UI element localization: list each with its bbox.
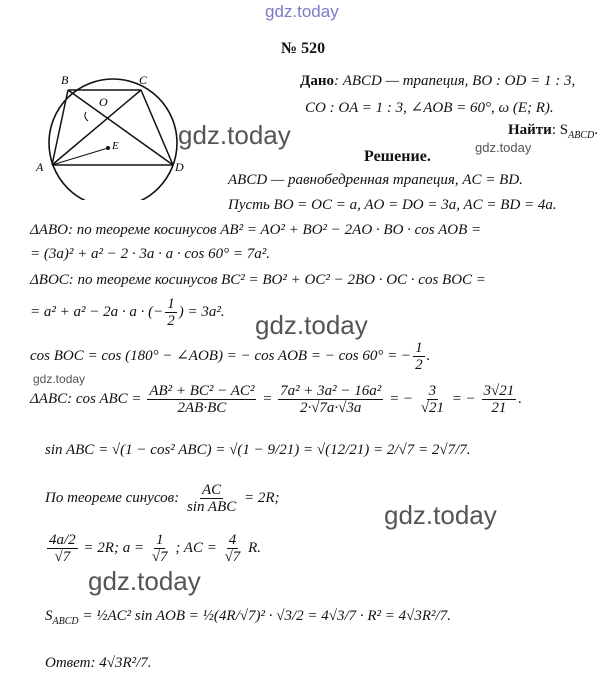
half-fraction [413,340,425,373]
find-value: : S [551,122,569,138]
minus-half-fraction [165,296,177,329]
solution-line-10 [45,482,280,515]
cos-num-3: 3 [428,383,437,399]
area-s: S [45,608,53,624]
watermark-top: gdz.today [265,2,339,21]
solution-line-1: ABCD — равнобедренная трапеция, AC = BD. [228,172,523,188]
find-end: . [594,122,598,138]
label-b: B [61,73,69,87]
minus-half-den: 2 [167,313,175,329]
watermark-1: gdz.today [178,120,291,150]
r-den: √7 [54,549,71,565]
watermark-small-2: gdz.today [33,372,86,386]
solution-line-4: = (3a)² + a² − 2 · 3a · a · cos 60° = 7a². [30,246,270,262]
watermark-4: gdz.today [88,566,201,596]
area-formula: = ½AC² sin AOB = ½(4R/√7)² · √3/2 = 4√3/7 · R² = 4√3R²/7. [78,608,451,624]
watermark-small-1: gdz.today [475,140,532,155]
r-num: 4a/2 [49,532,76,548]
answer-label: Ответ: [45,655,96,671]
label-a: A [36,160,44,174]
ac-fraction [223,532,243,565]
cos-den-1: 2AB·BC [177,400,227,416]
line6-text-a: = a² + a² − 2a · a · [30,303,149,320]
given-text-1: : ABCD — трапеция, BO : OD = 1 : 3, [333,73,576,89]
cos-num-2: 7a² + 3a² − 16a² [280,383,382,399]
a-den: √7 [151,549,168,565]
problem-number: № 520 [281,40,326,57]
line8-text: ΔABC: cos ABC = [30,390,142,407]
solution-line-11 [45,532,261,565]
find-sub: ABCD [568,130,595,141]
watermark-2: gdz.today [255,310,368,340]
line11-text-b: = 2R; a = [83,539,145,556]
line6-text-b: = 3a². [183,303,225,320]
cos-fraction-3 [419,383,446,416]
watermark-3: gdz.today [384,500,497,530]
angle-mark-aob [85,112,88,121]
cos-num-4: 3√21 [483,383,515,399]
solution-line-2: Пусть BO = OC = a, AO = DO = 3a, AC = BD = 4a. [228,197,557,213]
label-d: D [175,160,184,174]
label-o: O [99,95,108,109]
r-fraction [47,532,78,565]
ac-den: √7 [224,549,241,565]
cos-fraction-1 [147,383,256,416]
line11-text-d: R. [248,539,261,556]
find-label: Найти [508,122,552,138]
solution-line-8: ΔABC: cos ABC = $\frac{\text{AB² + BC² − AC²}}{2AB\cdot BC}$ = $\frac{\text{7a² + 3a² − 16a²}}{2\cdot√7a\cdot√3a}$ = − $\frac{3}{√21}$ = − $\frac{3√21}{21}$ . [30,383,523,416]
line11-text-c: ; AC = [175,539,217,556]
given-line-1 [300,73,575,90]
line10-text-a: По теореме синусов: [45,489,180,506]
solution-line-3: ΔABO: по теореме косинусов AB² = AO² + BO² − 2AO · BO · cos AOB = [30,222,482,238]
solution-title: Решение. [364,148,431,165]
label-c: C [139,73,148,87]
solution-line-9: sin ABC = √(1 − cos² ABC) = √(1 − 9/21) = √(12/21) = 2/√7 = 2√7/7. [45,442,471,458]
cos-fraction-4 [482,383,517,416]
a-fraction [150,532,170,565]
given-label: Дано [300,73,334,89]
sine-rule-fraction [185,482,238,515]
cos-den-3: √21 [420,400,445,416]
solution-line-7: cos BOC = cos (180° − ∠AOB) = − cos AOB = − cos 60° = − $\frac{1}{2}$ . [30,340,431,373]
sine-num: AC [202,482,222,498]
minus-half-num: 1 [167,296,175,312]
label-e: E [112,140,119,152]
solution-line-12 [45,608,451,627]
given-line-2: CO : OA = 1 : 3, ∠AOB = 60°, ω (E; R). [305,100,554,116]
line10-text-b: = 2R; [244,489,280,506]
half-den: 2 [415,357,423,373]
ac-num: 4 [228,532,237,548]
center-point-e [106,146,110,150]
area-sub: ABCD [52,616,79,627]
answer-line [45,655,152,672]
solution-line-6: = a² + a² − 2a · a · (− $\frac{1}{2}$ ) = 3a². [30,296,225,329]
solution-line-5: ΔBOC: по теореме косинусов BC² = BO² + OC² − 2BO · OC · cos BOC = [30,272,486,288]
half-num: 1 [415,340,423,356]
cos-den-2: 2·√7a·√3a [299,400,362,416]
cos-eq-3: = − [389,390,414,407]
line7-text: cos BOC = cos (180° − ∠AOB) = − cos AOB = − cos 60° = − [30,347,412,364]
a-num: 1 [155,532,164,548]
radius-ae [52,148,108,165]
cos-fraction-2 [278,383,383,416]
answer-value: 4√3R²/7. [99,655,152,671]
cos-den-4: 21 [491,400,507,416]
sine-den: sin ABC [186,499,237,515]
find-line [508,122,598,141]
cos-num-1: AB² + BC² − AC² [149,383,255,399]
